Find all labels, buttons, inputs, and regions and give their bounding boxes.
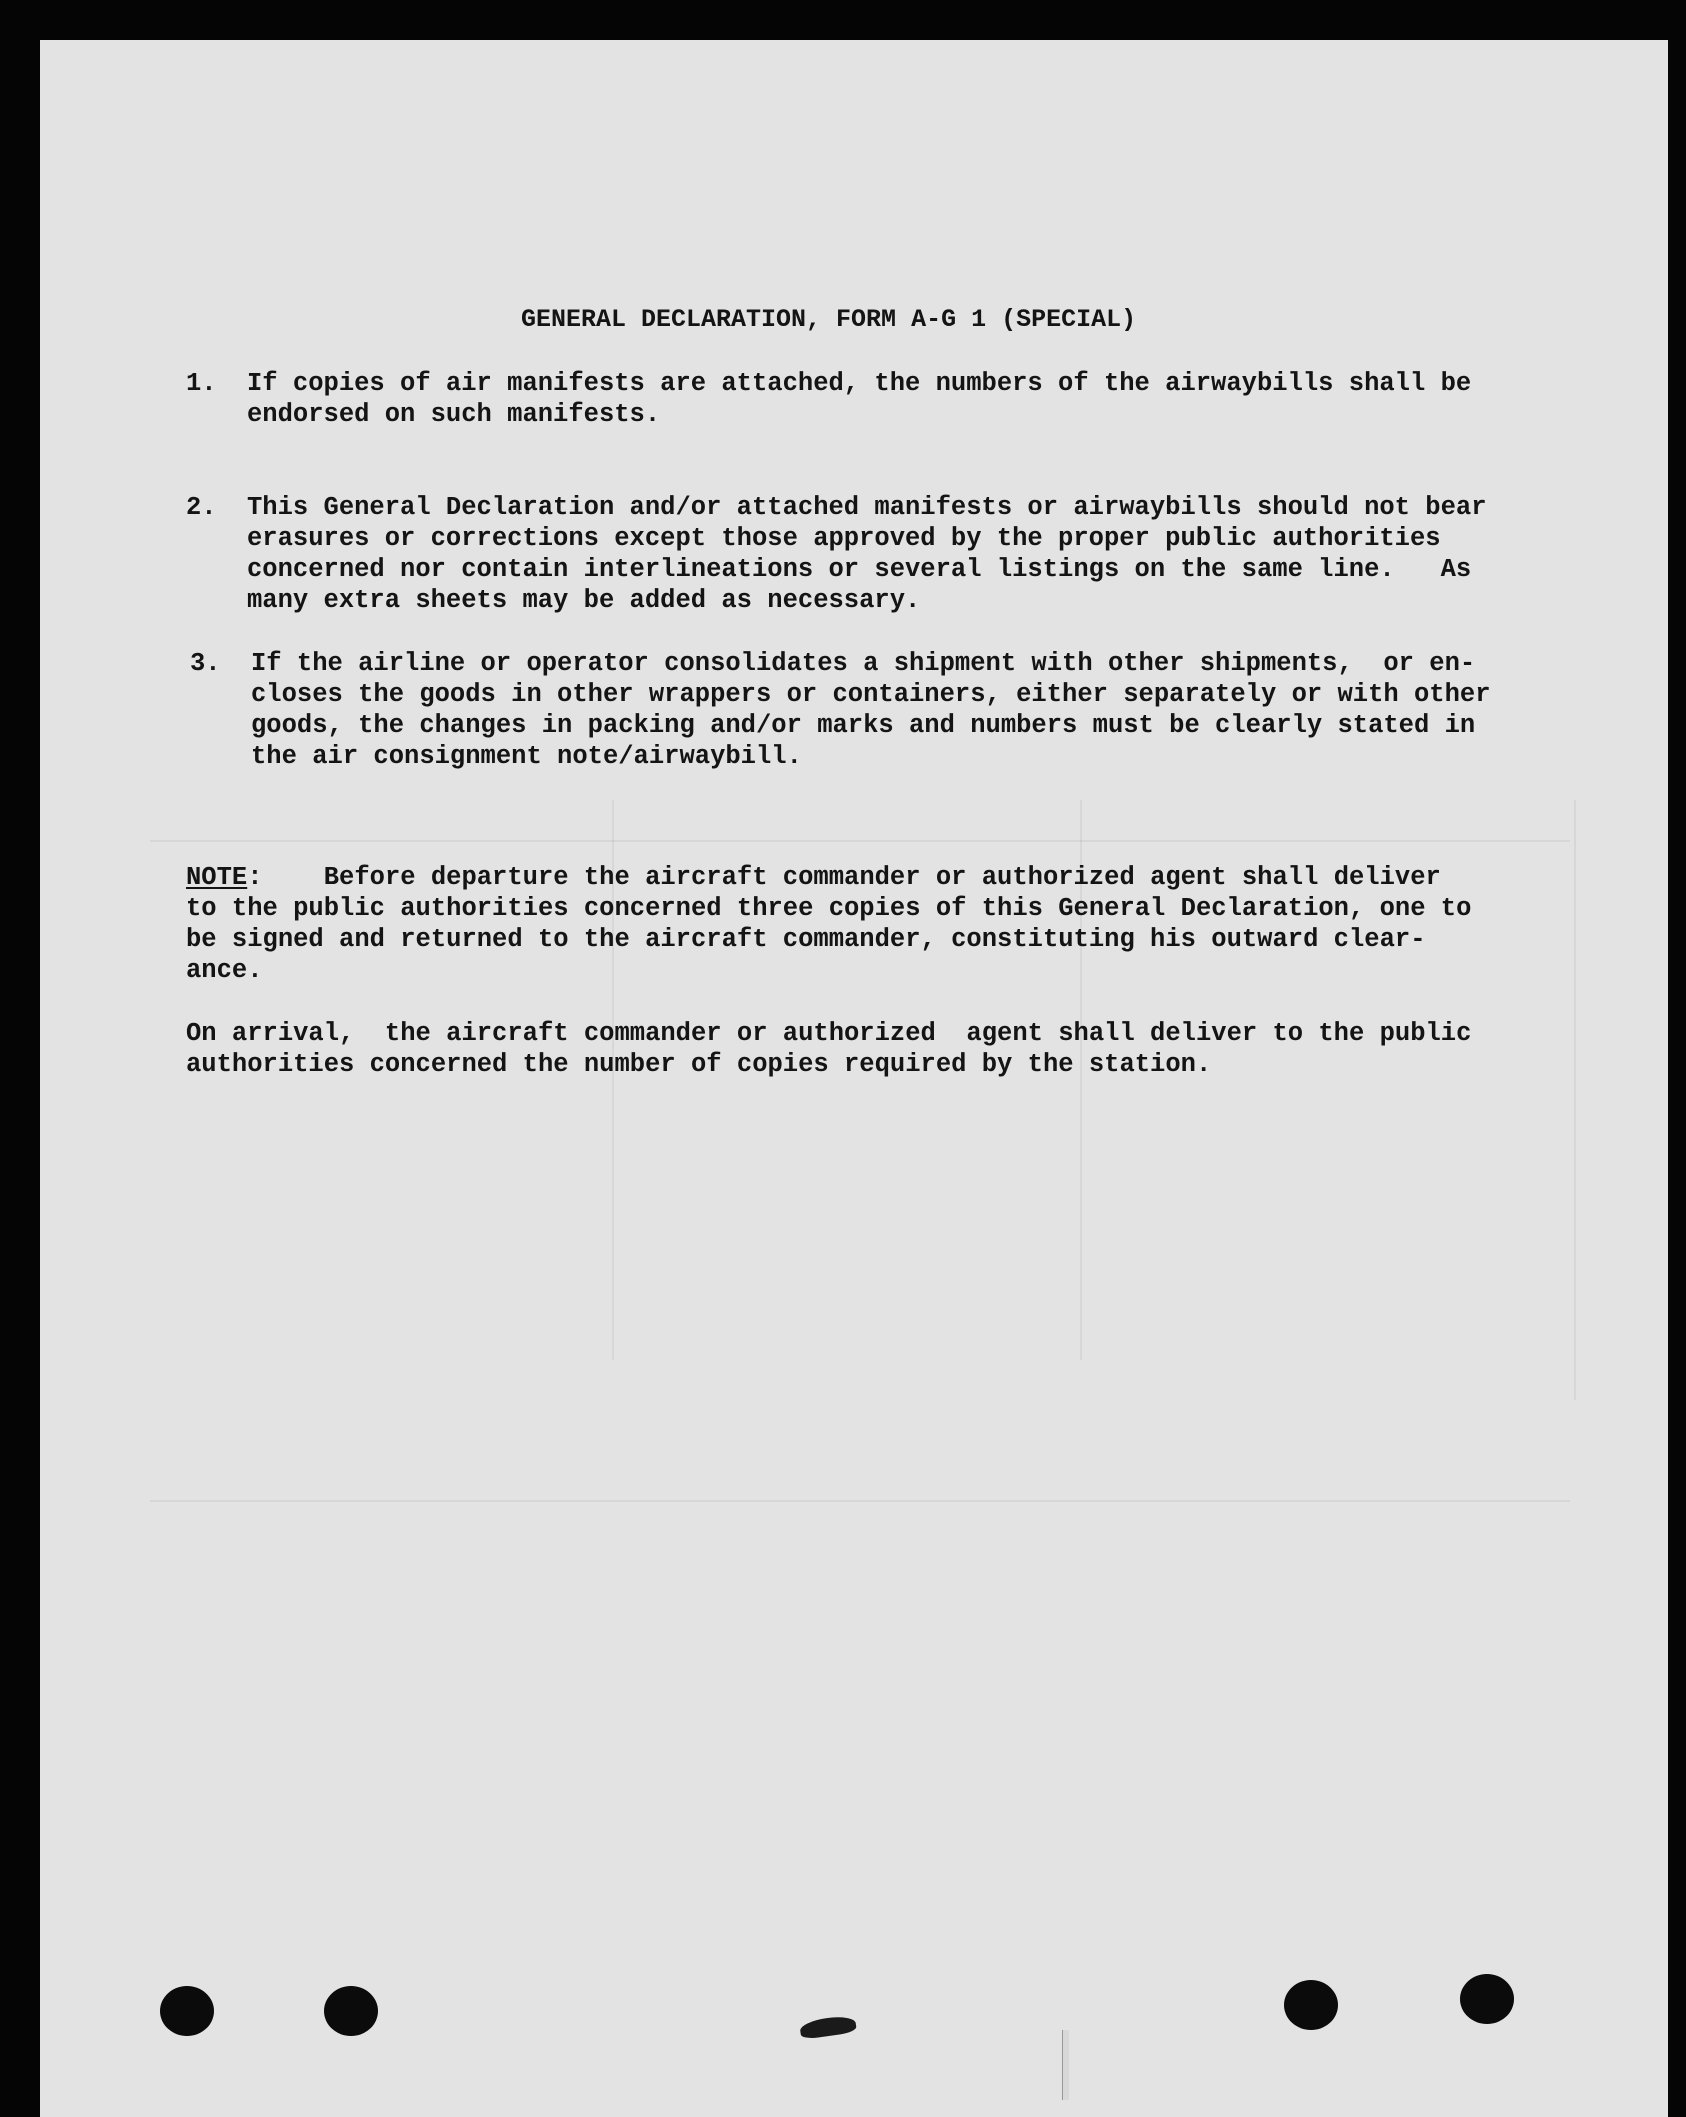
item-line: many extra sheets may be added as necessary.	[247, 586, 921, 615]
punch-hole	[1460, 1974, 1514, 2024]
note-first-line	[186, 862, 1441, 893]
item-number: 2.	[186, 493, 217, 522]
punch-hole	[324, 1986, 378, 2036]
item-line: erasures or corrections except those approved by the proper public authorities	[247, 524, 1441, 553]
item-line: If copies of air manifests are attached, the numbers of the airwaybills shall be	[247, 369, 1472, 398]
item-number: 3.	[190, 649, 221, 678]
punch-hole	[1284, 1980, 1338, 2030]
bleed-through-line	[1574, 800, 1576, 1400]
item-line: concerned nor contain interlineations or several listings on the same line. As	[247, 555, 1472, 584]
item-number: 1.	[186, 369, 217, 398]
bleed-through-line	[150, 840, 1570, 842]
item-line: endorsed on such manifests.	[247, 400, 661, 429]
note-line: be signed and returned to the aircraft commander, constituting his outward clear-	[186, 925, 1426, 954]
item-line: If the airline or operator consolidates a shipment with other shipments, or en-	[251, 649, 1476, 678]
arrival-line: On arrival, the aircraft commander or authorized agent shall deliver to the public	[186, 1019, 1472, 1048]
scan-mark	[799, 2014, 857, 2040]
scan-mark	[1062, 2030, 1069, 2100]
arrival-paragraph	[186, 1018, 1472, 1142]
list-item	[190, 648, 1491, 865]
document-page	[40, 40, 1668, 2117]
note-label: NOTE	[186, 863, 248, 892]
arrival-line: authorities concerned the number of copies required by the station.	[186, 1050, 1212, 1079]
document-title: GENERAL DECLARATION, FORM A-G 1 (SPECIAL)	[521, 305, 1137, 334]
punch-hole	[160, 1986, 214, 2036]
note-line: to the public authorities concerned three copies of this General Declaration, one to	[186, 894, 1472, 923]
item-line: This General Declaration and/or attached manifests or airwaybills should not bear	[247, 493, 1487, 522]
note-first-line-text: : Before departure the aircraft commander or authorized agent shall deliver	[247, 863, 1441, 892]
note-line: ance.	[186, 956, 263, 985]
item-line: goods, the changes in packing and/or marks and numbers must be clearly stated in	[251, 711, 1476, 740]
item-line: closes the goods in other wrappers or containers, either separately or with other	[251, 680, 1491, 709]
bleed-through-line	[150, 1500, 1570, 1502]
item-line: the air consignment note/airwaybill.	[251, 742, 802, 771]
